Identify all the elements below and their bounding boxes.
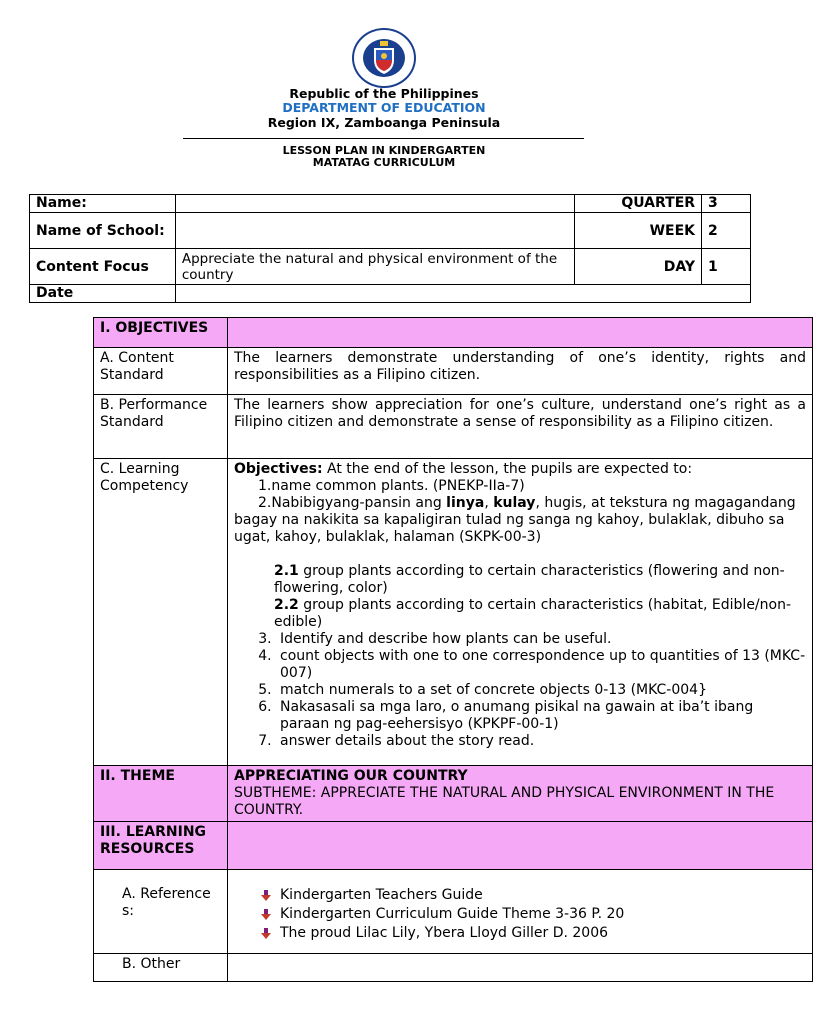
references-label: A. Reference s: (94, 870, 228, 954)
name-label: Name: (30, 195, 176, 213)
other-resources-row (94, 954, 813, 982)
quarter-label: QUARTER (575, 195, 702, 213)
content-focus-value[interactable]: Appreciate the natural and physical environment of the country (175, 249, 574, 285)
subtheme-text: SUBTHEME: APPRECIATE THE NATURAL AND PHYSICAL ENVIRONMENT IN THE COUNTRY. (234, 785, 775, 818)
objective-2-sep: , (484, 495, 494, 511)
week-value: 2 (702, 213, 751, 249)
theme-heading: II. THEME (94, 766, 228, 822)
objective-2-1 (234, 563, 806, 597)
objective-2-2 (234, 597, 806, 631)
performance-standard-label: B. Performance Standard (94, 395, 228, 459)
list-item: 5. match numerals to a set of concrete objects 0-13 (MKC-004} (276, 682, 806, 699)
objectives-list (234, 631, 806, 750)
reference-item (258, 886, 806, 905)
reference-text: Kindergarten Curriculum Guide Theme 3-36 P. 20 (280, 906, 625, 922)
objective-1: 1.name common plants. (PNEKP-IIa-7) (258, 478, 525, 494)
quarter-value: 3 (702, 195, 751, 213)
objectives-lead: Objectives: (234, 461, 323, 477)
performance-standard-text: The learners show appreciation for one’s culture, understand one’s right as a Filipino citizen and demonstrate a sense of responsibility as a Filipino citizen. (228, 395, 813, 459)
day-label: DAY (575, 249, 702, 285)
other-resources-label: B. Other (94, 954, 228, 982)
objectives-intro (234, 461, 806, 478)
week-label: WEEK (575, 213, 702, 249)
references-list (234, 886, 806, 943)
reference-text: The proud Lilac Lily, Ybera Lloyd Giller D. 2006 (280, 925, 609, 941)
reference-item (258, 924, 806, 943)
theme-content (228, 766, 813, 822)
learning-competency-content (228, 459, 813, 766)
objective-2-end: , hugis, at tekstura ng magagandang bagay na nakikita sa kapaligiran tulad ng sanga ng kahoy, bulaklak, dibuho sa ugat, kahoy, bulaklak, halaman (SKPK-00-3) (234, 495, 796, 545)
references-content (228, 870, 813, 954)
objective-2-start: 2.Nabibigyang-pansin ang (258, 495, 447, 511)
objectives-header-row (94, 318, 813, 348)
content-focus-label: Content Focus (30, 249, 176, 285)
other-resources-content (228, 954, 813, 982)
objectives-heading: I. OBJECTIVES (94, 318, 228, 348)
arrow-down-bullet-icon (261, 890, 271, 902)
objective-2-2-text: group plants according to certain characteristics (habitat, Edible/non- edible) (274, 597, 792, 630)
content-standard-row (94, 348, 813, 395)
objectives-heading-blank (228, 318, 813, 348)
date-label: Date (30, 285, 176, 303)
lesson-plan-title: LESSON PLAN IN KINDERGARTEN (282, 144, 486, 157)
learning-competency-label: C. Learning Competency (94, 459, 228, 766)
reference-item (258, 905, 806, 924)
reference-text: Kindergarten Teachers Guide (280, 887, 483, 903)
learning-resources-blank (228, 822, 813, 870)
theme-row (94, 766, 813, 822)
lesson-plan-table (93, 317, 813, 982)
school-label: Name of School: (30, 213, 176, 249)
references-row (94, 870, 813, 954)
arrow-down-bullet-icon (261, 909, 271, 921)
objective-2 (234, 495, 806, 546)
list-item: 3. Identify and describe how plants can be useful. (276, 631, 806, 648)
performance-standard-row (94, 395, 813, 459)
objective-2-bold-linya: linya (446, 495, 485, 511)
learning-resources-row (94, 822, 813, 870)
arrow-down-bullet-icon (261, 928, 271, 940)
content-standard-text: The learners demonstrate understanding of one’s identity, rights and responsibilities as a Filipino citizen. (228, 348, 813, 395)
department-title: DEPARTMENT OF EDUCATION (282, 100, 486, 115)
objectives-intro-text: At the end of the lesson, the pupils are expected to: (322, 461, 693, 477)
curriculum-title: MATATAG CURRICULUM (312, 156, 456, 169)
objective-2-2-num: 2.2 (274, 597, 299, 613)
list-item: 6. Nakasasali sa mga laro, o anumang pisikal na gawain at iba’t ibang paraan ng pag-eehersisyo (KPKPF-00-1) (276, 699, 806, 733)
list-item: 4. count objects with one to one correspondence up to quantities of 13 (MKC-007) (276, 648, 806, 682)
theme-title: APPRECIATING OUR COUNTRY (234, 768, 468, 784)
day-value: 1 (702, 249, 751, 285)
learning-competency-row (94, 459, 813, 766)
objective-2-1-num: 2.1 (274, 563, 299, 579)
region-title: Region IX, Zamboanga Peninsula (267, 115, 501, 130)
learning-resources-heading: III. LEARNING RESOURCES (94, 822, 228, 870)
objective-2-bold-kulay: kulay (493, 495, 536, 511)
list-item: 7. answer details about the story read. (276, 733, 806, 750)
content-standard-label: A. Content Standard (94, 348, 228, 395)
republic-title: Republic of the Philippines (289, 86, 479, 101)
objective-2-1-text: group plants according to certain characteristics (flowering and non- flowering, color) (274, 563, 785, 596)
